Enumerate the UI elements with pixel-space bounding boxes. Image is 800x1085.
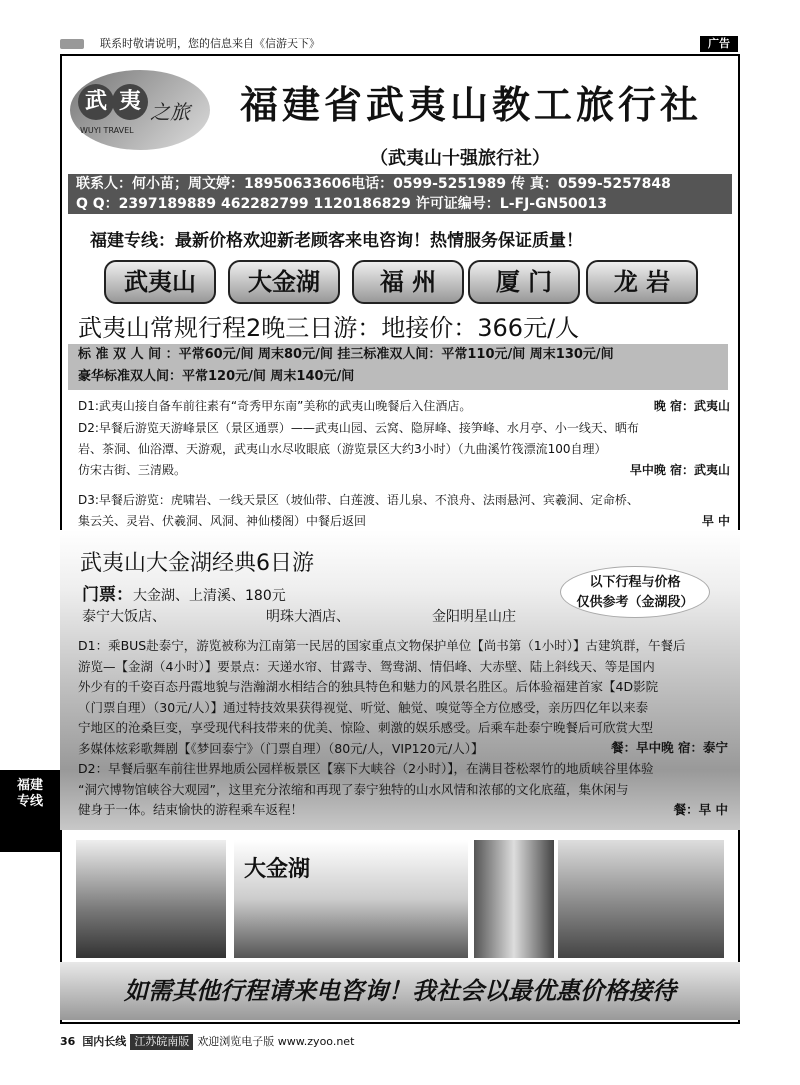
brand-char-3: 之旅	[150, 100, 190, 124]
contact-line-1: 联系人：何小苗；周文婷：18950633606电话：0599-5251989 传 真：0599-5257848	[76, 176, 671, 192]
route2-ticket	[82, 580, 286, 605]
detail-line: “洞穴博物馆峡谷大观园”，这里充分浓缩和再现了泰宁独特的山水风情和浓郁的文化底蕴，集休闲与	[78, 781, 629, 797]
detail-line: （门票自理）（30元/人）】通过特技效果获得视觉、听觉、触觉、嗅觉等全方位感受，亲历四亿年以来泰	[78, 699, 649, 715]
reference-line-2: 仅供参考（金湖段）	[576, 595, 694, 610]
day1-meal: 餐：早中晚 宿：泰宁	[611, 740, 728, 755]
day-line: D2:早餐后游览天游峰景区（景区通票）——武夷山园、云窝、隐屏峰、接笋峰、水月亭、小一线天、晒布	[78, 421, 639, 435]
promo-line	[90, 226, 583, 251]
destination-dajinhu: 大金湖	[228, 260, 340, 304]
bottom-bar	[60, 1034, 410, 1050]
photo-lake-cliff	[558, 840, 724, 958]
day-meal: 晚 宿：武夷山	[653, 399, 730, 413]
company-subtitle: （武夷山十强旅行社）	[370, 148, 550, 169]
detail-line: 宁地区的沧桑巨变，享受现代科技带来的优美、惊险、刺激的娱乐感受。后乘车赴泰宁晚餐后可欣赏大型	[78, 720, 654, 735]
edition-badge: 江苏皖南版	[130, 1034, 193, 1050]
destination-buttons	[104, 260, 704, 304]
side-tab-line-2: 专线	[16, 794, 43, 809]
brand-english: WUYI TRAVEL	[80, 126, 134, 135]
route1-day-2	[78, 418, 730, 481]
route1-title: 武夷山常规行程2晚三日游：地接价：366元/人	[78, 314, 580, 342]
brand-logo	[68, 66, 214, 156]
hotel-item: 泰宁大饭店、	[82, 609, 166, 625]
day-meal: 早中晚 宿：武夷山	[629, 463, 730, 477]
photo-waterfall	[474, 840, 554, 958]
price-line-1: 标 准 双 人 间 ：平常60元/间 周末80元/间 挂三标准双人间：平常110元/间 周末130元/间	[78, 347, 614, 362]
reference-note	[560, 566, 710, 618]
detail-line: D1：乘BUS赴泰宁，游览被称为江南第一民居的国家重点文物保护单位【尚书第（1小时）】古建筑群，午餐后	[78, 638, 686, 653]
hotel-item: 明珠大酒店、	[266, 609, 350, 625]
brand-char-1: 武	[78, 84, 114, 120]
price-line-2: 豪华标准双人间：平常120元/间 周末140元/间	[78, 369, 355, 384]
detail-line: 游览—【金湖（4小时）】要景点：天递水帘、甘露寺、鸳鸯湖、情侣峰、大赤壁、陆上斜线天、等是国内	[78, 658, 655, 674]
promo-text: 最新价格欢迎新老顾客来电咨询！热情服务保证质量！	[175, 231, 583, 251]
day-line: D1:武夷山接自备车前往素有“奇秀甲东南”美称的武夷山晚餐后入住酒店。	[78, 399, 472, 413]
ticket-label: 门票：	[82, 585, 133, 605]
detail-line: D2：早餐后驱车前往世界地质公园样板景区【寨下大峡谷（2小时）】，在满目苍松翠竹的地质峡谷里体验	[78, 761, 654, 776]
route1-day-1	[78, 396, 730, 417]
day-line: 仿宋古街、三清殿。	[78, 463, 187, 477]
page-number: 36	[60, 1035, 76, 1048]
day-line: 岩、茶洞、仙浴潭、天游观，武夷山水尽收眼底（游览景区大约3小时）（九曲溪竹筏漂流100自理）	[78, 442, 607, 456]
reference-line-1: 以下行程与价格	[589, 575, 681, 590]
route2-details	[78, 636, 728, 821]
detail-line: 健身于一体。结束愉快的游程乘车返程！	[78, 802, 304, 817]
day-meal: 早 中	[701, 514, 730, 528]
contact-block	[68, 174, 732, 214]
publication-logo-icon	[60, 39, 84, 49]
destination-xiamen: 厦 门	[468, 260, 580, 304]
footer-slogan: 如需其他行程请来电咨询！我社会以最优惠价格接待	[60, 962, 740, 1020]
detail-line: 多媒体炫彩歌舞剧【《梦回泰宁》（门票自理）（80元/人，VIP120元/人）】	[78, 740, 484, 756]
side-tab	[0, 770, 60, 852]
top-notice-bar	[60, 36, 720, 52]
route2-title: 武夷山大金湖经典6日游	[80, 551, 314, 576]
detail-line: 外少有的千姿百态丹霞地貌与浩瀚湖水相结合的独具特色和魅力的风景名胜区。后体验福建首家【4D影院	[78, 679, 659, 694]
destination-fuzhou: 福 州	[352, 260, 464, 304]
destination-wuyishan: 武夷山	[104, 260, 216, 304]
photo-river-rafting	[76, 840, 226, 958]
brand-char-2: 夷	[112, 84, 148, 120]
promo-label: 福建专线：	[90, 231, 175, 251]
ad-tag: 广告	[700, 36, 738, 52]
section-name: 国内长线	[82, 1035, 127, 1048]
day-line: D3:早餐后游览：虎啸岩、一线天景区（坡仙带、白莲渡、语儿泉、不浪舟、法雨悬河、宾羲洞、定命桥、	[78, 493, 639, 507]
destination-longyan: 龙 岩	[586, 260, 698, 304]
day2-meal: 餐：早 中	[673, 802, 728, 817]
route1-day-3	[78, 490, 730, 532]
hotel-item: 金阳明星山庄	[432, 609, 516, 625]
day-line: 集云关、灵岩、伏羲洞、风洞、神仙楼阁）中餐后返回	[78, 514, 367, 528]
company-name: 福建省武夷山教工旅行社	[240, 82, 703, 127]
side-tab-line-1: 福建	[16, 778, 43, 793]
top-notice-text: 联系时敬请说明，您的信息来自《信游天下》	[100, 37, 320, 50]
website-link[interactable]: 欢迎浏览电子版 www.zyoo.net	[197, 1035, 355, 1048]
route1-prices	[68, 344, 728, 390]
photo-dajinhu-collage	[234, 840, 468, 958]
photo-label: 大金湖	[244, 856, 311, 882]
contact-line-2: Q Q：2397189889 462282799 1120186829 许可证编号：L-FJ-GN50013	[76, 196, 608, 212]
ticket-value: 大金湖、上清溪、180元	[133, 588, 286, 604]
